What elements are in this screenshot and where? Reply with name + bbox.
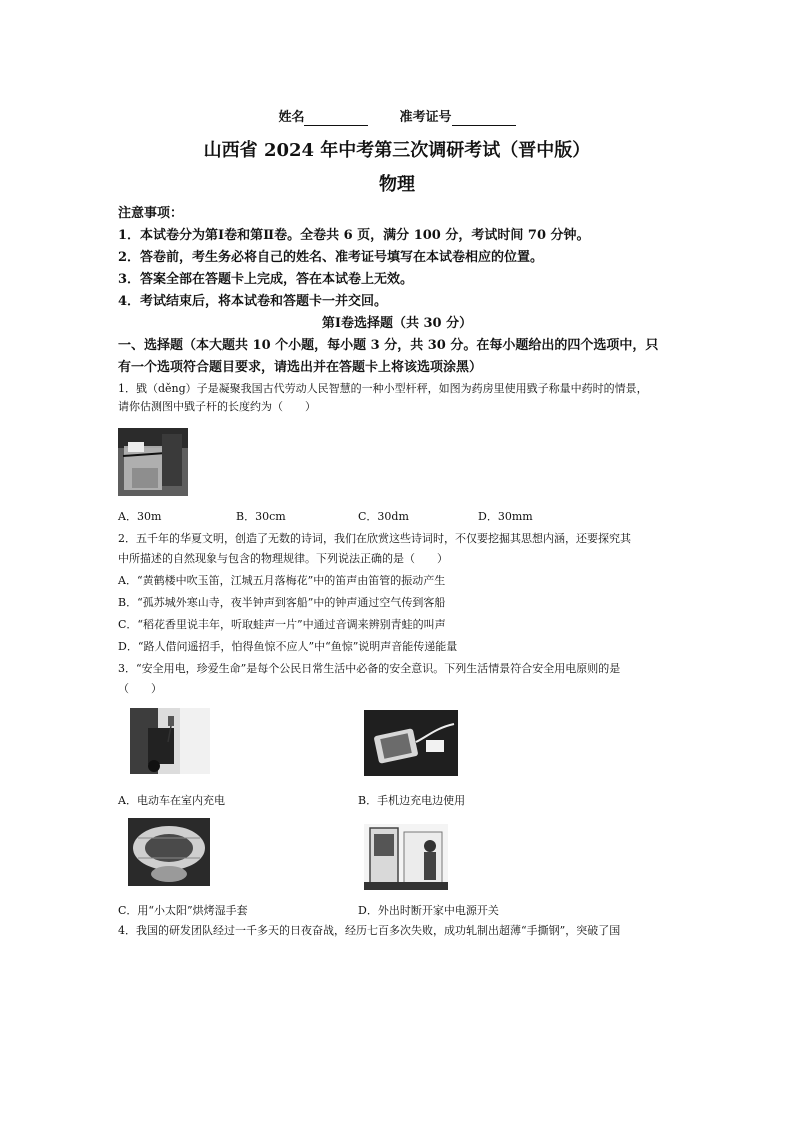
name-blank xyxy=(304,113,368,126)
q3-option-d: D．外出时断开家中电源开关 xyxy=(358,904,499,917)
exam-number-label: 准考证号 xyxy=(399,110,452,125)
q3-option-b: B．手机边充电边使用 xyxy=(358,794,466,807)
q1-stem-line1: 1．戥（děng）子是凝聚我国古代劳动人民智慧的一种小型杆秤，如图为药房里使用戥子称量中药时的情景， xyxy=(118,382,648,395)
q4-stem-line1: 4．我国的研发团队经过一千多天的日夜奋战，经历七百多次失败，成功轧制出超薄“手撕钢”，突破了国 xyxy=(118,924,621,937)
name-label: 姓名 xyxy=(278,110,305,125)
q2-option-a: A．“黄鹤楼中吹玉笛，江城五月落梅花”中的笛声由笛管的振动产生 xyxy=(118,574,446,587)
q2-stem-line2: 中所描述的自然现象与包含的物理规律。下列说法正确的是（ ） xyxy=(118,552,448,565)
note-item-1: 1．本试卷分为第Ⅰ卷和第Ⅱ卷。全卷共 6 页，满分 100 分，考试时间 70 分钟。 xyxy=(118,228,590,243)
q3-photo-heater-gloves xyxy=(128,818,210,886)
q3-option-a: A．电动车在室内充电 xyxy=(118,794,225,807)
q3-stem-line2: （ ） xyxy=(118,682,162,695)
exam-title: 山西省 2024 年中考第三次调研考试（晋中版） xyxy=(203,140,591,161)
q2-option-d: D．“路人借问遥招手，怕得鱼惊不应人”中“鱼惊”说明声音能传递能量 xyxy=(118,640,458,653)
exam-number-blank xyxy=(452,113,516,126)
q1-stem-line2: 请你估测图中戥子杆的长度约为（ ） xyxy=(118,400,316,413)
q3-option-c: C．用“小太阳”烘烤湿手套 xyxy=(118,904,248,917)
q1-option-d: D．30mm xyxy=(478,510,533,523)
q1-option-a: A．30m xyxy=(118,510,162,523)
section-instructions-line1: 一、选择题（本大题共 10 个小题，每小题 3 分，共 30 分。在每小题给出的四个选项中，只 xyxy=(118,338,659,353)
note-item-2: 2．答卷前，考生务必将自己的姓名、准考证号填写在本试卷相应的位置。 xyxy=(118,250,544,265)
note-item-3: 3．答案全部在答题卡上完成，答在本试卷上无效。 xyxy=(118,272,414,287)
section-title: 第Ⅰ卷选择题（共 30 分） xyxy=(321,316,473,331)
q2-stem-line1: 2．五千年的华夏文明，创造了无数的诗词，我们在欣赏这些诗词时，不仅要挖掘其思想内涵，还要探究其 xyxy=(118,532,631,545)
q1-photo-dengzi xyxy=(118,428,188,496)
q3-photo-phone-charging xyxy=(364,710,458,776)
q1-option-c: C．30dm xyxy=(358,510,409,523)
q2-option-b: B．“孤苏城外寒山寺，夜半钟声到客船”中的钟声通过空气传到客船 xyxy=(118,596,446,609)
q2-option-c: C．“稻花香里说丰年，听取蛙声一片”中通过音调来辨别青蛙的叫声 xyxy=(118,618,446,631)
subject-title: 物理 xyxy=(379,174,415,195)
q1-option-b: B．30cm xyxy=(236,510,286,523)
q3-photo-ebike-charging xyxy=(130,708,210,774)
candidate-info-line xyxy=(0,110,794,126)
notes-heading: 注意事项： xyxy=(118,206,184,221)
q3-stem-line1: 3．“安全用电，珍爱生命”是每个公民日常生活中必备的安全意识。下列生活情景符合安全用电原则的是 xyxy=(118,662,621,675)
q3-photo-power-switch xyxy=(364,824,448,890)
note-item-4: 4．考试结束后，将本试卷和答题卡一并交回。 xyxy=(118,294,388,309)
section-instructions-line2: 有一个选项符合题目要求，请选出并在答题卡上将该选项涂黑） xyxy=(118,360,483,375)
